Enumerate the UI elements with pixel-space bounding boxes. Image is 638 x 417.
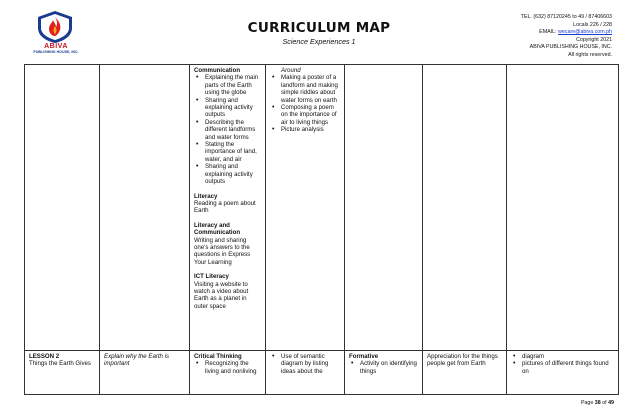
- learning-standard: Explain why the Earth is important: [104, 353, 170, 368]
- cell-standard: [100, 65, 190, 351]
- list-item: • pictures of different things found on: [511, 360, 614, 375]
- cell-skills: [190, 65, 266, 351]
- cell-assessment: [345, 351, 423, 395]
- page-current: 38: [594, 400, 601, 406]
- list-item: • Recognizing the living and nonliving: [194, 360, 261, 375]
- continued-text: Around: [281, 67, 301, 74]
- cell-activities: [266, 65, 345, 351]
- page-of-label: of: [602, 400, 607, 406]
- contact-email-line: [521, 29, 612, 37]
- lesson-label: LESSON 2: [29, 353, 60, 360]
- cell-activities: [266, 351, 345, 395]
- contact-publisher: ABIVA PUBLISHING HOUSE, INC.: [529, 44, 612, 51]
- list-item: • Activity on identifying things: [349, 360, 418, 375]
- list-item: • Stating the importance of land, water, and air: [194, 141, 261, 163]
- cell-standard: [100, 351, 190, 395]
- list-item: • Describing the different landforms and water forms: [194, 119, 261, 141]
- resources-list: [511, 353, 614, 375]
- cell-values: [423, 351, 507, 395]
- cell-resources: [507, 65, 619, 351]
- activity-list: [270, 74, 340, 133]
- list-item: • diagram: [511, 353, 614, 360]
- list-item: • Making a poster of a landform and making simple riddles about water forms on earth: [270, 74, 340, 104]
- cell-values: [423, 65, 507, 351]
- ict-literacy-heading: ICT Literacy: [194, 273, 229, 281]
- list-item: • Use of semantic diagram by listing ideas about the: [270, 353, 340, 375]
- contact-locals: Locals 226 / 228: [573, 21, 612, 28]
- lesson-title: Things the Earth Gives: [29, 360, 91, 368]
- critical-thinking-heading: Critical Thinking: [194, 353, 242, 360]
- formative-heading: Formative: [349, 353, 379, 360]
- communication-heading: Communication: [194, 67, 241, 74]
- logo-subtext: PUBLISHING HOUSE, INC.: [33, 50, 79, 54]
- page-number: [581, 400, 614, 406]
- table-row: [25, 351, 619, 395]
- values-text: Appreciation for the things people get from Earth: [427, 353, 498, 368]
- curriculum-table: [24, 64, 619, 395]
- list-item: • Picture analysis: [270, 126, 340, 133]
- logo-brand: ABIVA: [44, 43, 68, 50]
- list-item: • Explaining the main parts of the Earth using the globe: [194, 74, 261, 96]
- contact-rights: All rights reserved.: [568, 51, 612, 58]
- page-total: 49: [608, 400, 614, 406]
- ict-literacy-text: Visiting a website to watch a video about Earth as a planet in outer space: [194, 280, 249, 310]
- communication-list: [194, 74, 261, 185]
- cell-lesson: [25, 351, 100, 395]
- literacy-communication-text: Writing and sharing one’s answers to the questions in Express Your Learning: [194, 236, 251, 266]
- cell-assessment: [345, 65, 423, 351]
- cell-lesson: [25, 65, 100, 351]
- literacy-communication-heading: Literacy and Communication: [194, 221, 241, 237]
- email-label: EMAIL:: [539, 29, 557, 36]
- skills-list: [194, 360, 261, 375]
- cell-resources: [507, 351, 619, 395]
- page-title: CURRICULUM MAP: [247, 20, 391, 36]
- page-subtitle: Science Experiences 1: [282, 37, 356, 46]
- page-label: Page: [580, 400, 594, 406]
- literacy-text: Reading a poem about Earth: [194, 199, 256, 215]
- contact-tel: TEL. (632) 87120245 to 49 / 87406603: [520, 14, 612, 20]
- table-row: [25, 65, 619, 351]
- assessment-list: [349, 360, 418, 375]
- literacy-heading: Literacy: [194, 192, 218, 200]
- cell-skills: [190, 351, 266, 395]
- contact-block: [521, 14, 612, 60]
- email-link[interactable]: wecare@abiva.com.ph: [558, 29, 612, 36]
- list-item: • Sharing and explaining activity outputs: [194, 97, 261, 119]
- activity-list: [270, 353, 340, 375]
- contact-copyright: Copyright 2021: [576, 36, 612, 43]
- list-item: • Sharing and explaining activity outputs: [194, 163, 261, 185]
- list-item: • Composing a poem on the importance of air to living things: [270, 104, 340, 126]
